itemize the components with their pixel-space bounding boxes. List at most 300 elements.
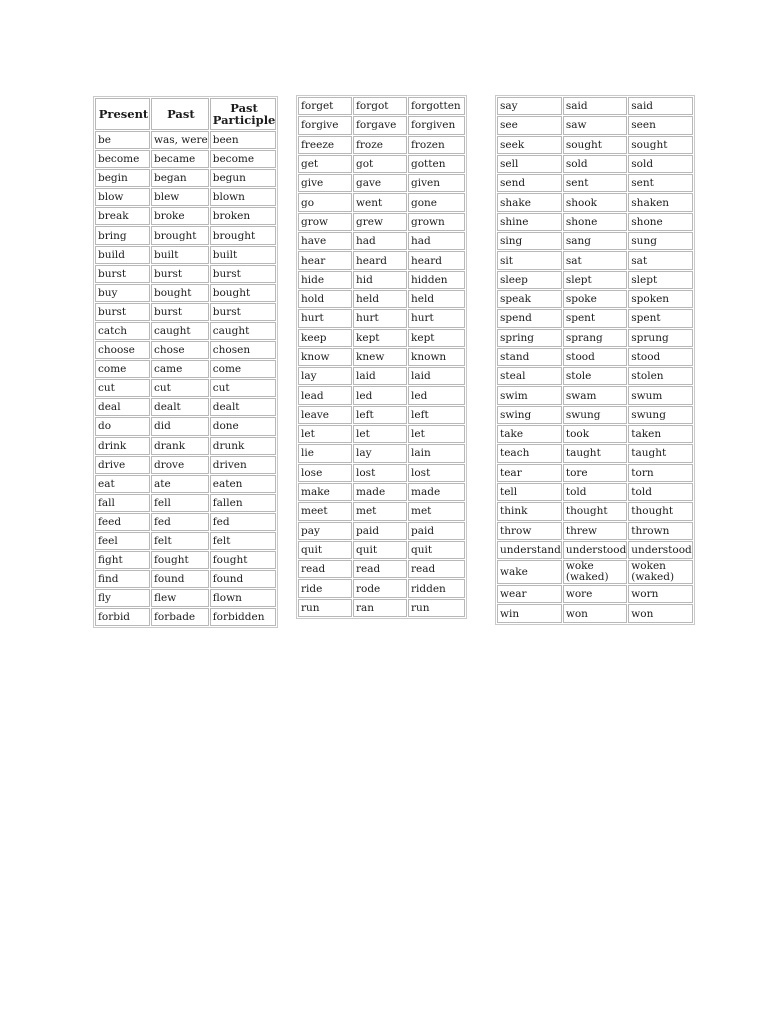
present-cell: hear [298,251,352,269]
table-row [497,502,693,520]
past-cell: kept [353,329,407,347]
present-cell: tear [497,464,562,482]
past-cell: took [563,425,627,443]
table-row [497,213,693,231]
table-row [298,309,465,327]
past-cell: met [353,502,407,520]
past-cell: won [563,604,627,622]
present-cell: shake [497,193,562,211]
past-participle-cell: fought [210,551,277,569]
table-row [95,494,276,512]
present-cell: forgive [298,116,352,134]
present-cell: build [95,246,150,264]
past-cell: froze [353,136,407,154]
present-cell: keep [298,329,352,347]
past-cell: heard [353,251,407,269]
table-row [298,116,465,134]
past-participle-cell: sought [628,136,692,154]
past-cell: got [353,155,407,173]
past-cell: stood [563,348,627,366]
header-present: Present [95,98,150,130]
present-cell: steal [497,367,562,385]
present-cell: lay [298,367,352,385]
present-cell: wear [497,585,562,603]
present-cell: begin [95,169,150,187]
past-participle-cell: won [628,604,692,622]
past-cell: wore [563,585,627,603]
past-participle-cell: gone [408,193,465,211]
past-cell: forbade [151,608,209,626]
table-row [95,589,276,607]
table-row [497,193,693,211]
table-header-row [95,98,276,130]
past-cell: lay [353,444,407,462]
past-cell: sprang [563,329,627,347]
past-participle-cell: shaken [628,193,692,211]
table-row [298,579,465,597]
past-cell: began [151,169,209,187]
past-participle-cell: thought [628,502,692,520]
present-cell: take [497,425,562,443]
table-row [497,406,693,424]
table-row [95,150,276,168]
past-cell: drove [151,456,209,474]
present-cell: spring [497,329,562,347]
present-cell: have [298,232,352,250]
past-participle-cell: had [408,232,465,250]
past-cell: was, were [151,131,209,149]
past-cell: shook [563,193,627,211]
past-cell: sought [563,136,627,154]
table-row [298,464,465,482]
past-participle-cell: read [408,560,465,578]
table-row [497,116,693,134]
present-cell: buy [95,284,150,302]
past-participle-cell: fallen [210,494,277,512]
present-cell: let [298,425,352,443]
present-cell: hide [298,271,352,289]
table-row [95,131,276,149]
past-cell: became [151,150,209,168]
past-participle-cell: worn [628,585,692,603]
past-cell: brought [151,226,209,244]
present-cell: grow [298,213,352,231]
table-row [497,136,693,154]
past-cell: gave [353,174,407,192]
past-cell: taught [563,444,627,462]
table-row [298,329,465,347]
past-cell: sang [563,232,627,250]
present-cell: spend [497,309,562,327]
past-participle-cell: felt [210,532,277,550]
past-participle-cell: dealt [210,398,277,416]
present-cell: run [298,599,352,617]
present-cell: drink [95,437,150,455]
present-cell: sit [497,251,562,269]
table-row [95,322,276,340]
past-cell: chose [151,341,209,359]
past-participle-cell: swung [628,406,692,424]
present-cell: feed [95,513,150,531]
past-cell: read [353,560,407,578]
present-cell: leave [298,406,352,424]
past-participle-cell: fed [210,513,277,531]
present-cell: tell [497,483,562,501]
past-participle-cell: let [408,425,465,443]
past-cell: spent [563,309,627,327]
present-cell: freeze [298,136,352,154]
table-row [497,483,693,501]
past-cell: rode [353,579,407,597]
present-cell: read [298,560,352,578]
past-cell: shone [563,213,627,231]
past-participle-cell: lost [408,464,465,482]
past-participle-cell: burst [210,303,277,321]
past-participle-cell: lain [408,444,465,462]
past-participle-cell: hidden [408,271,465,289]
past-participle-cell: begun [210,169,277,187]
table-row [298,193,465,211]
past-cell: dealt [151,398,209,416]
present-cell: see [497,116,562,134]
present-cell: become [95,150,150,168]
present-cell: teach [497,444,562,462]
present-cell: sing [497,232,562,250]
table-row [497,425,693,443]
past-cell: stole [563,367,627,385]
table-row [298,522,465,540]
present-cell: send [497,174,562,192]
past-participle-cell: sold [628,155,692,173]
past-participle-cell: found [210,570,277,588]
header-past: Past [151,98,209,130]
present-cell: do [95,417,150,435]
table-row [298,444,465,462]
past-participle-cell: stood [628,348,692,366]
present-cell: know [298,348,352,366]
table-row [298,271,465,289]
present-cell: seek [497,136,562,154]
past-cell: burst [151,303,209,321]
past-participle-cell: become [210,150,277,168]
table-row [298,136,465,154]
present-cell: understand [497,541,562,559]
past-participle-cell: kept [408,329,465,347]
past-cell: fell [151,494,209,512]
past-participle-cell: woken (waked) [628,560,692,584]
past-participle-cell: sung [628,232,692,250]
past-cell: did [151,417,209,435]
verb-table-2 [296,95,467,619]
past-participle-cell: quit [408,541,465,559]
past-participle-cell: told [628,483,692,501]
table-row [497,232,693,250]
past-participle-cell: ridden [408,579,465,597]
past-participle-cell: forgotten [408,97,465,115]
past-cell: blew [151,188,209,206]
table-row [95,532,276,550]
past-participle-cell: thrown [628,522,692,540]
past-participle-cell: sent [628,174,692,192]
present-cell: win [497,604,562,622]
past-participle-cell: chosen [210,341,277,359]
table-row [95,246,276,264]
past-cell: bought [151,284,209,302]
present-cell: lose [298,464,352,482]
past-cell: saw [563,116,627,134]
table-row [298,560,465,578]
verb-table-2-body [298,97,465,617]
past-cell: spoke [563,290,627,308]
past-participle-cell: stolen [628,367,692,385]
present-cell: fall [95,494,150,512]
table-row [497,329,693,347]
table-row [497,604,693,622]
past-participle-cell: taken [628,425,692,443]
past-participle-cell: met [408,502,465,520]
past-cell: sold [563,155,627,173]
past-participle-cell: blown [210,188,277,206]
present-cell: meet [298,502,352,520]
table-row [497,560,693,584]
past-cell: flew [151,589,209,607]
past-cell: threw [563,522,627,540]
table-row [298,425,465,443]
present-cell: choose [95,341,150,359]
present-cell: go [298,193,352,211]
past-cell: forgave [353,116,407,134]
past-cell: fought [151,551,209,569]
table-row [497,251,693,269]
past-participle-cell: grown [408,213,465,231]
table-row [95,284,276,302]
table-row [95,551,276,569]
past-participle-cell: known [408,348,465,366]
past-cell: woke (waked) [563,560,627,584]
table-row [298,348,465,366]
past-participle-cell: drunk [210,437,277,455]
present-cell: burst [95,303,150,321]
table-row [497,585,693,603]
verb-table-1 [93,96,278,628]
present-cell: throw [497,522,562,540]
past-cell: understood [563,541,627,559]
present-cell: sleep [497,271,562,289]
past-participle-cell: led [408,386,465,404]
table-row [95,265,276,283]
past-participle-cell: been [210,131,277,149]
past-participle-cell: swum [628,386,692,404]
present-cell: burst [95,265,150,283]
past-cell: laid [353,367,407,385]
table-row [95,570,276,588]
table-row [95,417,276,435]
past-participle-cell: shone [628,213,692,231]
past-cell: burst [151,265,209,283]
table-row [497,522,693,540]
past-participle-cell: laid [408,367,465,385]
past-participle-cell: sat [628,251,692,269]
table-row [95,513,276,531]
past-cell: hid [353,271,407,289]
past-cell: let [353,425,407,443]
past-participle-cell: eaten [210,475,277,493]
past-participle-cell: left [408,406,465,424]
table-row [95,207,276,225]
past-participle-cell: understood [628,541,692,559]
present-cell: forbid [95,608,150,626]
past-cell: paid [353,522,407,540]
table-row [298,213,465,231]
past-participle-cell: torn [628,464,692,482]
past-participle-cell: broken [210,207,277,225]
present-cell: speak [497,290,562,308]
table-row [298,502,465,520]
past-cell: felt [151,532,209,550]
past-cell: made [353,483,407,501]
past-participle-cell: burst [210,265,277,283]
present-cell: deal [95,398,150,416]
past-cell: fed [151,513,209,531]
past-cell: slept [563,271,627,289]
table-row [95,169,276,187]
present-cell: feel [95,532,150,550]
present-cell: say [497,97,562,115]
table-row [497,97,693,115]
table-row [298,174,465,192]
past-participle-cell: gotten [408,155,465,173]
table-row [497,464,693,482]
present-cell: come [95,360,150,378]
present-cell: catch [95,322,150,340]
present-cell: cut [95,379,150,397]
table-row [298,599,465,617]
present-cell: ride [298,579,352,597]
past-cell: ran [353,599,407,617]
table-row [497,309,693,327]
past-cell: led [353,386,407,404]
past-participle-cell: made [408,483,465,501]
present-cell: break [95,207,150,225]
past-participle-cell: flown [210,589,277,607]
table-row [95,456,276,474]
past-cell: swam [563,386,627,404]
past-cell: knew [353,348,407,366]
past-participle-cell: caught [210,322,277,340]
table-row [298,97,465,115]
present-cell: make [298,483,352,501]
past-cell: tore [563,464,627,482]
past-cell: lost [353,464,407,482]
past-cell: told [563,483,627,501]
present-cell: wake [497,560,562,584]
header-past-participle: Past Participle [210,98,277,130]
table-row [298,541,465,559]
past-cell: went [353,193,407,211]
past-participle-cell: forgiven [408,116,465,134]
past-cell: came [151,360,209,378]
present-cell: drive [95,456,150,474]
past-participle-cell: taught [628,444,692,462]
verb-table-1-body [95,131,276,626]
past-cell: hurt [353,309,407,327]
past-participle-cell: come [210,360,277,378]
table-row [298,290,465,308]
past-cell: quit [353,541,407,559]
table-row [95,398,276,416]
past-participle-cell: heard [408,251,465,269]
present-cell: fight [95,551,150,569]
past-participle-cell: spoken [628,290,692,308]
table-row [95,379,276,397]
past-cell: held [353,290,407,308]
past-participle-cell: given [408,174,465,192]
table-row [298,386,465,404]
present-cell: bring [95,226,150,244]
past-participle-cell: slept [628,271,692,289]
past-participle-cell: seen [628,116,692,134]
table-row [497,155,693,173]
table-row [497,290,693,308]
past-participle-cell: sprung [628,329,692,347]
past-cell: caught [151,322,209,340]
table-row [497,541,693,559]
verb-table-3-body [497,97,693,623]
verb-table-3 [495,95,695,625]
past-participle-cell: hurt [408,309,465,327]
past-participle-cell: frozen [408,136,465,154]
present-cell: think [497,502,562,520]
past-participle-cell: paid [408,522,465,540]
table-row [497,271,693,289]
present-cell: stand [497,348,562,366]
present-cell: quit [298,541,352,559]
present-cell: find [95,570,150,588]
past-cell: forgot [353,97,407,115]
past-participle-cell: spent [628,309,692,327]
present-cell: blow [95,188,150,206]
past-cell: swung [563,406,627,424]
past-cell: said [563,97,627,115]
present-cell: hold [298,290,352,308]
past-participle-cell: held [408,290,465,308]
table-row [95,188,276,206]
present-cell: swim [497,386,562,404]
past-participle-cell: bought [210,284,277,302]
past-participle-cell: driven [210,456,277,474]
present-cell: give [298,174,352,192]
present-cell: forget [298,97,352,115]
past-participle-cell: done [210,417,277,435]
present-cell: sell [497,155,562,173]
table-row [95,437,276,455]
present-cell: swing [497,406,562,424]
table-row [95,226,276,244]
past-cell: grew [353,213,407,231]
table-row [497,386,693,404]
table-row [95,608,276,626]
past-cell: cut [151,379,209,397]
past-participle-cell: cut [210,379,277,397]
present-cell: fly [95,589,150,607]
table-row [497,348,693,366]
past-cell: broke [151,207,209,225]
table-row [497,444,693,462]
present-cell: pay [298,522,352,540]
table-row [95,360,276,378]
past-cell: sat [563,251,627,269]
past-cell: sent [563,174,627,192]
